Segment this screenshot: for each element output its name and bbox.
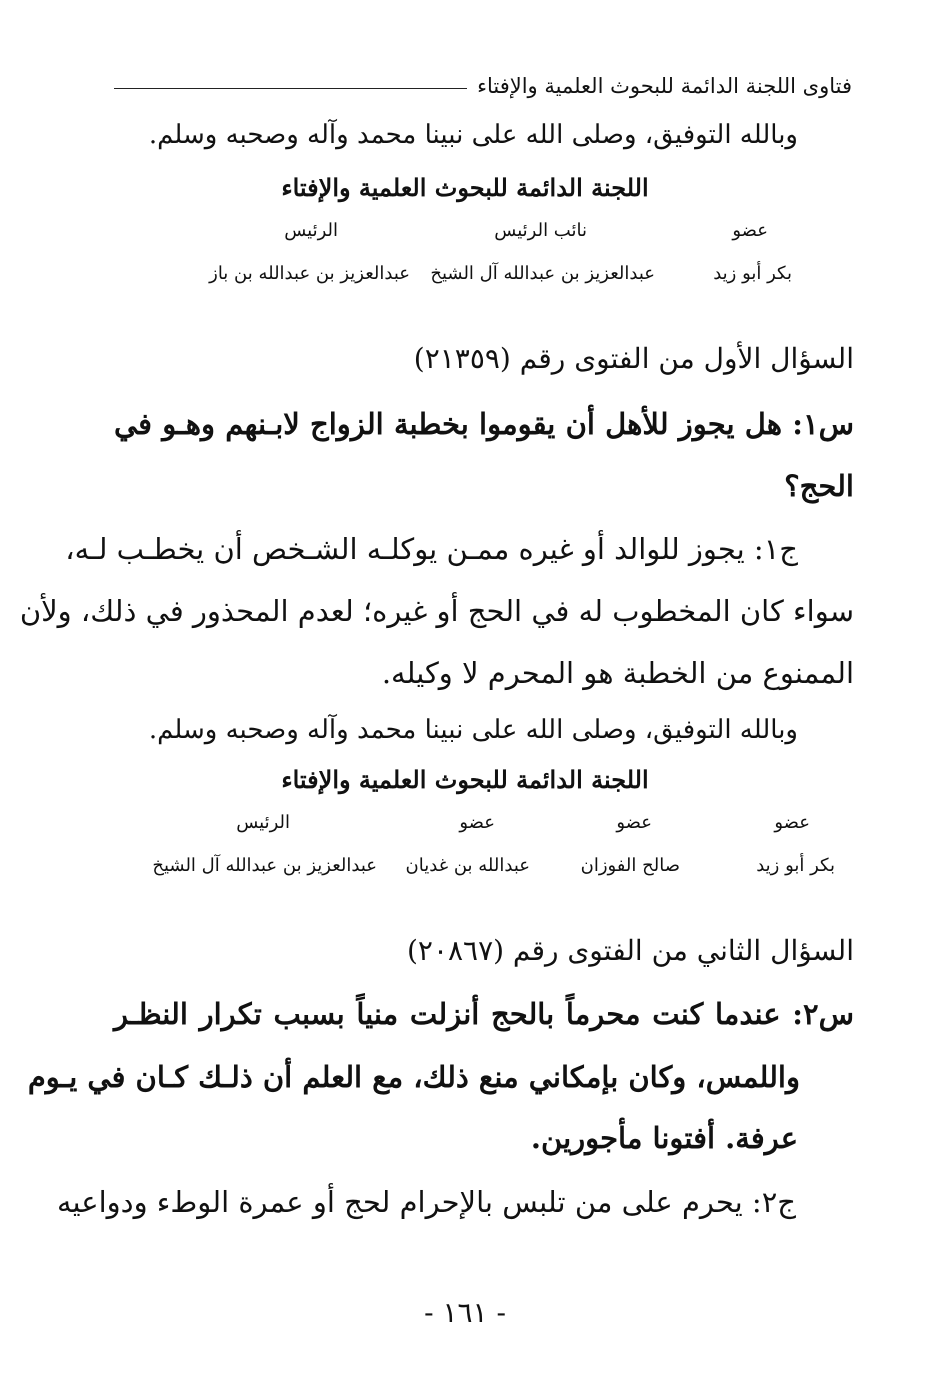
member-name: عبدالله بن غديان xyxy=(405,855,530,876)
role-label: عضو xyxy=(774,812,810,833)
answer-line: ج٢: يحرم على من تلبس بالإحرام لحج أو عمرة الوطء ودواعيه xyxy=(57,1185,796,1219)
running-header xyxy=(114,66,852,106)
question-line: واللمس، وكان بإمكاني منع ذلك، مع العلم أن ذلـك كـان في يـوم xyxy=(27,1060,800,1094)
fatwa-title: السؤال الأول من الفتوى رقم (٢١٣٥٩) xyxy=(413,342,854,375)
committee-name: اللجنة الدائمة للبحوث العلمية والإفتاء xyxy=(281,173,649,202)
role-label: عضو xyxy=(732,220,768,241)
header-title: فتاوى اللجنة الدائمة للبحوث العلمية والإفتاء xyxy=(477,74,852,98)
member-name: عبدالعزيز بن عبدالله آل الشيخ xyxy=(430,263,655,284)
role-label: نائب الرئيس xyxy=(494,220,587,241)
question-line: عرفة. أفتونا مأجورين. xyxy=(530,1121,798,1155)
role-label: الرئيس xyxy=(284,220,338,241)
page-number: - ١٦١ - xyxy=(424,1296,506,1329)
role-label: عضو xyxy=(616,812,652,833)
role-label: عضو xyxy=(459,812,495,833)
question-line: الحج؟ xyxy=(784,469,854,503)
committee-name: اللجنة الدائمة للبحوث العلمية والإفتاء xyxy=(281,765,649,794)
answer-line: ج١: يجوز للوالد أو غيره ممـن يوكلـه الشـخص أن يخطـب لـه، xyxy=(65,532,798,566)
member-name: بكر أبو زيد xyxy=(756,855,835,876)
header-rule xyxy=(114,88,467,89)
answer-line: الممنوع من الخطبة هو المحرم لا وكيله. xyxy=(381,656,854,690)
closing-text: وبالله التوفيق، وصلى الله على نبينا محمد وآله وصحبه وسلم. xyxy=(148,120,798,150)
question-line: س١: هل يجوز للأهل أن يقوموا بخطبة الزواج لابـنهم وهـو في xyxy=(114,407,854,441)
role-label: الرئيس xyxy=(236,812,290,833)
closing-text: وبالله التوفيق، وصلى الله على نبينا محمد وآله وصحبه وسلم. xyxy=(148,715,798,745)
member-name: عبدالعزيز بن عبدالله آل الشيخ xyxy=(152,855,377,876)
question-line: س٢: عندما كنت محرماً بالحج أنزلت منياً بسبب تكرار النظـر xyxy=(114,997,854,1031)
fatwa-title: السؤال الثاني من الفتوى رقم (٢٠٨٦٧) xyxy=(406,934,854,967)
member-name: بكر أبو زيد xyxy=(713,263,792,284)
member-name: صالح الفوزان xyxy=(580,855,680,876)
answer-line: سواء كان المخطوب له في الحج أو غيره؛ لعدم المحذور في ذلك، ولأن xyxy=(19,594,854,628)
member-name: عبدالعزيز بن عبدالله بن باز xyxy=(209,263,410,284)
